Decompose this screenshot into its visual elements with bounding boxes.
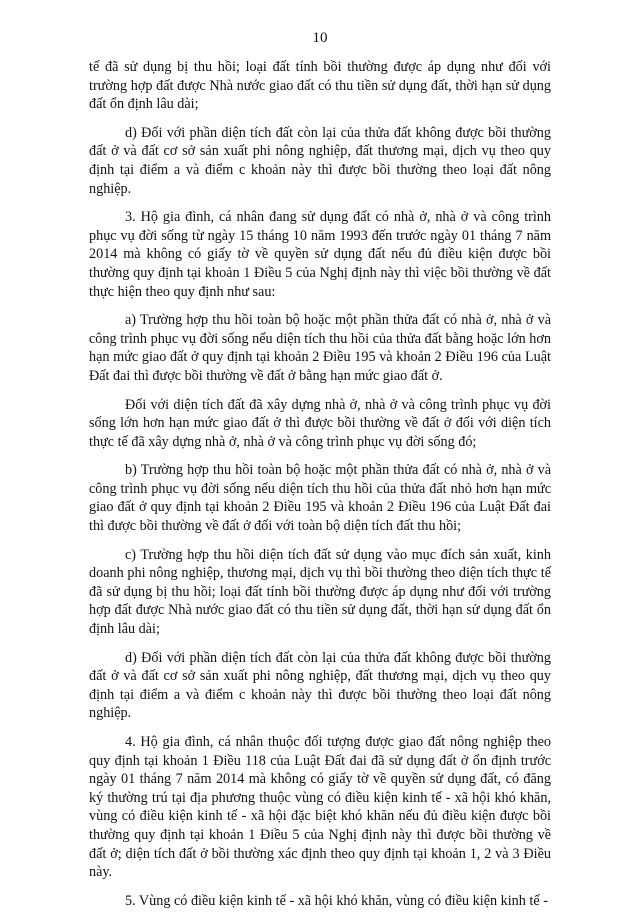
paragraph-point-d-first: d) Đối với phần diện tích đất còn lại của thửa đất không được bồi thường đất ở và đất cơ sở sản xuất phi nông nghiệp, đất thương mại, dịch vụ theo quy định tại điểm a và điểm c khoản này thì được bồi thường theo loại đất nông nghiệp. bbox=[89, 124, 551, 197]
paragraph-continuation: tế đã sử dụng bị thu hồi; loại đất tính bồi thường được áp dụng như đối với trường hợp đất được Nhà nước giao đất có thu tiền sử dụng đất, thời hạn sử dụng đất ổn định lâu dài; bbox=[89, 59, 551, 113]
paragraph-point-a-continued: Đối với diện tích đất đã xây dựng nhà ở, nhà ở và công trình phục vụ đời sống lớn hơn hạn mức giao đất ở thì được bồi thường về đất ở đối với diện tích thực tế đã xây dựng nhà ở, nhà ở và công trình phục vụ đời sống đó; bbox=[89, 396, 551, 450]
paragraph-clause-5: 5. Vùng có điều kiện kinh tế - xã hội khó khăn, vùng có điều kiện kinh tế - bbox=[125, 892, 548, 909]
paragraph-point-a: a) Trường hợp thu hồi toàn bộ hoặc một phần thửa đất có nhà ở, nhà ở và công trình phục vụ đời sống nếu diện tích thu hồi của thửa đất bằng hoặc lớn hơn hạn mức giao đất ở quy định tại khoản 2 Điều 195 và khoản 2 Điều 196 của Luật Đất đai thì được bồi thường về đất ở bằng hạn mức giao đất ở. bbox=[89, 312, 551, 384]
paragraph-point-d-second: d) Đối với phần diện tích đất còn lại của thửa đất không được bồi thường đất ở và đất cơ sở sản xuất phi nông nghiệp, đất thương mại, dịch vụ theo quy định tại điểm a và điểm c khoản này thì được bồi thường theo loại đất nông nghiệp. bbox=[89, 649, 551, 722]
paragraph-point-b: b) Trường hợp thu hồi toàn bộ hoặc một phần thửa đất có nhà ở, nhà ở và công trình phục vụ đời sống nếu diện tích thu hồi của thửa đất nhỏ hơn hạn mức giao đất ở quy định tại khoản 2 Điều 195 và khoản 2 Điều 196 của Luật Đất đai thì được bồi thường về đất ở đối với toàn bộ diện tích đất thu hồi; bbox=[89, 462, 551, 535]
document-body bbox=[89, 58, 551, 920]
paragraph-clause-4: 4. Hộ gia đình, cá nhân thuộc đối tượng được giao đất nông nghiệp theo quy định tại khoản 1 Điều 118 của Luật Đất đai đã sử dụng đất ở ổn định trước ngày 01 tháng 7 năm 2014 mà không có giấy tờ về quyền sử dụng đất, có đăng ký thường trú tại địa phương thuộc vùng có điều kiện kinh tế - xã hội khó khăn, vùng có điều kiện kinh tế - xã hội đặc biệt khó khăn nếu đủ điều kiện được bồi thường quy định tại khoản 1 Điều 5 của Nghị định này thì được bồi thường về đất ở; diện tích đất ở bồi thường xác định theo quy định tại khoản 1, 2 và 3 Điều này. bbox=[89, 734, 551, 881]
page-number: 10 bbox=[312, 30, 328, 46]
paragraph-point-c: c) Trường hợp thu hồi diện tích đất sử dụng vào mục đích sản xuất, kinh doanh phi nông nghiệp, thương mại, dịch vụ thì bồi thường theo diện tích thực tế đã sử dụng bị thu hồi; loại đất tính bồi thường được áp dụng như đối với trường hợp đất được Nhà nước giao đất có thu tiền sử dụng đất, thời hạn sử dụng đất ổn định lâu dài; bbox=[89, 546, 551, 638]
paragraph-clause-3: 3. Hộ gia đình, cá nhân đang sử dụng đất có nhà ở, nhà ở và công trình phục vụ đời sống từ ngày 15 tháng 10 năm 1993 đến trước ngày 01 tháng 7 năm 2014 mà không có giấy tờ về quyền sử dụng đất nếu đủ điều kiện được bồi thường quy định tại khoản 1 Điều 5 của Nghị định này thì việc bồi thường về đất thực hiện theo quy định như sau: bbox=[89, 209, 551, 300]
